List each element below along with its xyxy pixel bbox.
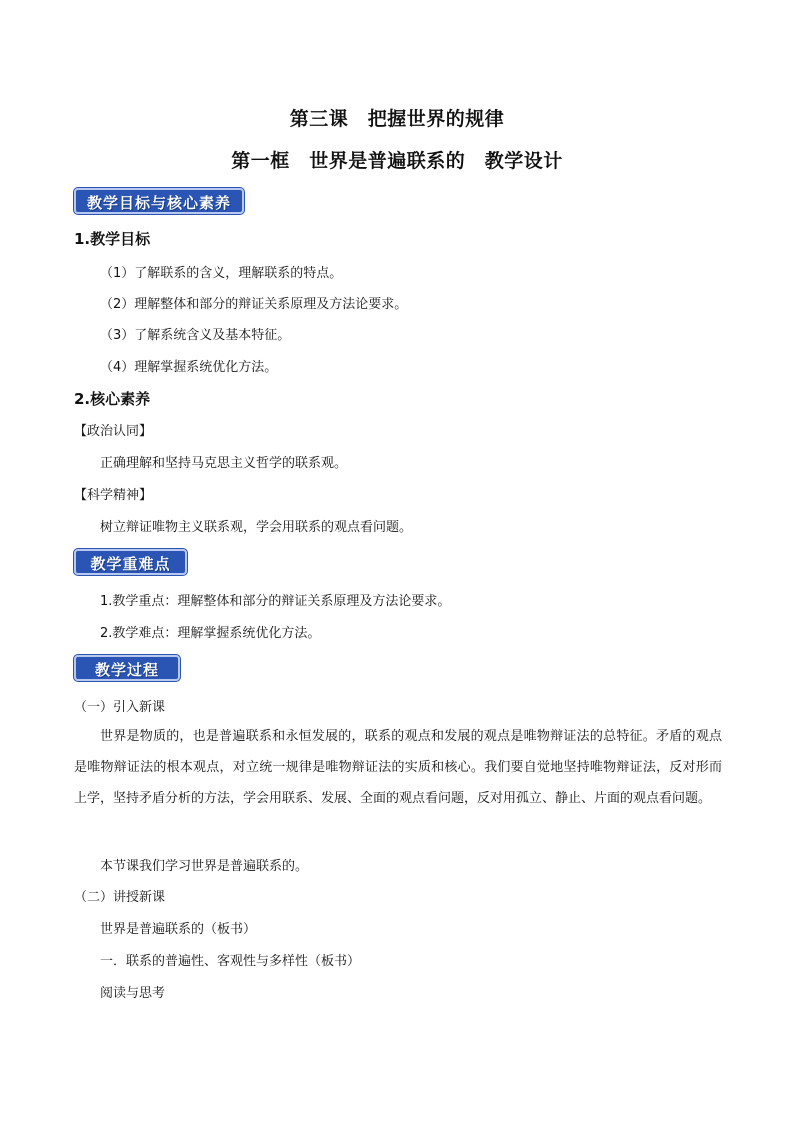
goal-item-3: （3）了解系统含义及基本特征。 (100, 328, 291, 343)
literacy-heading: 2.核心素养 (74, 390, 151, 408)
political-label: 【政治认同】 (74, 424, 153, 439)
teach-heading: （二）讲授新课 (74, 890, 166, 905)
goal-item-2: （2）理解整体和部分的辩证关系原理及方法论要求。 (100, 297, 408, 312)
key-point: 1.教学重点：理解整体和部分的辩证关系原理及方法论要求。 (100, 594, 451, 609)
key-points-badge: 教学重难点 (74, 549, 187, 575)
difficult-point: 2.教学难点：理解掌握系统优化方法。 (100, 626, 321, 641)
goal-item-1: （1）了解联系的含义，理解联系的特点。 (100, 266, 343, 281)
process-badge: 教学过程 (74, 655, 180, 681)
board-note-1: 世界是普遍联系的（板书） (100, 922, 257, 937)
section-title: 第一框 世界是普遍联系的 教学设计 (231, 150, 563, 172)
political-text: 正确理解和坚持马克思主义哲学的联系观。 (100, 456, 348, 471)
goals-heading: 1.教学目标 (74, 230, 151, 248)
intro-heading: （一）引入新课 (74, 700, 166, 715)
goals-section-badge: 教学目标与核心素养 (74, 188, 244, 214)
goal-item-4: （4）理解掌握系统优化方法。 (100, 360, 278, 375)
lesson-title: 第三课 把握世界的规律 (289, 108, 505, 130)
board-note-2: 一．联系的普遍性、客观性与多样性（板书） (100, 954, 361, 969)
science-text: 树立辩证唯物主义联系观，学会用联系的观点看问题。 (100, 520, 413, 535)
intro-paragraph: 世界是物质的，也是普遍联系和永恒发展的，联系的观点和发展的观点是唯物辩证法的总特征。矛盾的观点是唯物辩证法的根本观点，对立统一规律是唯物辩证法的实质和核心。我们要自觉地坚持唯物辩证法，反对形而上学，坚持矛盾分析的方法，学会用联系、发展、全面的观点看问题，反对用孤立、静止、片面的观点看问题。 (74, 729, 722, 806)
intro-closing: 本节课我们学习世界是普遍联系的。 (100, 859, 309, 874)
reading-heading: 阅读与思考 (100, 986, 166, 1001)
science-label: 【科学精神】 (74, 488, 153, 503)
